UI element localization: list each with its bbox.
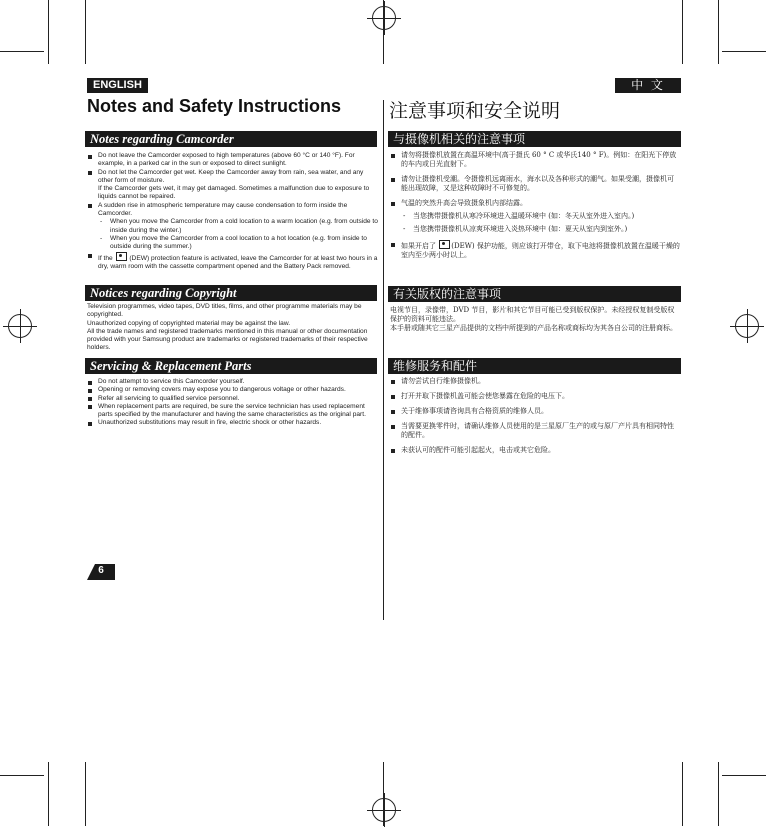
dew-icon [439,240,450,249]
sub-list-item: - 当您携带摄像机从凉爽环境进入炎热环境中 (如：夏天从室内到室外。) [401,225,680,234]
list-item: If the (DEW) protection feature is activated, leave the Camcorder for at least two hours in a dry, warm room with the cassette compartment opened and the Battery Pack removed. [87,252,379,272]
list-item: 未获认可的配件可能引起起火，电击或其它危险。 [390,446,680,455]
page-number: 6 [98,565,104,576]
section-heading-copyright-cn: 有关版权的注意事项 [388,286,681,302]
list-item: 气温的突然升高会导致摄象机内部结露。 - 当您携带摄像机从寒冷环境进入温暖环境中 (如：冬天从室外进入室内。) - 当您携带摄像机从凉爽环境进入炎热环境中 (如：夏天从室内到室外。) [390,199,680,234]
list-item: Do not let the Camcorder get wet. Keep the Camcorder away from rain, sea water, and any other form of moisture. If the Camcorder gets wet, it may get damaged. Sometimes a malfunction due to exposure to liquids cannot be repaired. [87,169,379,202]
section-heading-camcorder: Notes regarding Camcorder [85,131,377,147]
crop-mark [0,775,44,776]
crop-mark [85,0,86,64]
list-item: Do not leave the Camcorder exposed to high temperatures (above 60 °C or 140 °F). For example, in a parked car in the sun or exposed to direct sunlight. [87,152,379,169]
crop-mark [682,762,683,826]
page-number-tab [87,564,115,580]
section-body-copyright [87,303,379,353]
crop-mark [682,0,683,64]
list-item: A sudden rise in atmospheric temperature may cause condensation to form inside the Camcorder. - When you move the Camcorder from a cold location to a warm location (e.g. from outside to inside during the winter.) - When you move the Camcorder from a cool location to a hot location (e.g. from inside to outside during the summer.) [87,202,379,252]
section-heading-camcorder-cn: 与摄像机相关的注意事项 [388,131,681,147]
list-item: 当需要更换零件时，请确认维修人员使用的是三星原厂生产的或与原厂产片具有相同特性的配件。 [390,422,680,440]
section-heading-servicing-cn: 维修服务和配件 [388,358,681,374]
list-item: 请勿将摄像机放置在高温环境中(高于摄氏 60 ° C 或华氏140 ° F)。例如：在阳光下停放的车内或日光直射下。 [390,151,680,169]
list-item: 请勿让摄像机受潮。令摄像机远离雨水，海水以及各种形式的潮气。如果受潮，摄像机可能出现故障，又是这种故障时不可修复的。 [390,175,680,193]
crop-mark [722,51,766,52]
page-title-chinese: 注意事项和安全说明 [389,100,561,122]
registration-mark-right [735,314,759,338]
page-title-english: Notes and Safety Instructions [87,96,342,116]
column-divider [383,100,384,620]
list-item: 关于维修事项请咨询具有合格资质的维修人员。 [390,407,680,416]
crop-mark [718,762,719,826]
paragraph: All the trade names and registered trademarks mentioned in this manual or other documentation provided with your Samsung product are trademarks or registered trademarks of their respective holders. [87,327,368,352]
section-body-copyright-cn [390,306,680,333]
paragraph: 本手册或随其它三星产品提供的文档中所提到的产品名称或商标均为其各自公司的注册商标。 [390,324,677,332]
list-item: When replacement parts are required, be sure the service technician has used replacement parts specified by the manufacturer and having the same characteristics as the original part. [87,403,379,420]
registration-mark-left [8,314,32,338]
sub-list-item: - 当您携带摄像机从寒冷环境进入温暖环境中 (如：冬天从室外进入室内。) [401,212,680,221]
language-badge-english: ENGLISH [87,78,148,93]
crop-mark [722,775,766,776]
paragraph: Television programmes, video tapes, DVD titles, films, and other programme materials may be copyrighted. [87,303,362,319]
section-body-camcorder-cn [390,151,680,266]
paragraph: Unauthorized copying of copyrighted material may be against the law. [87,319,291,327]
list-item: 请勿尝试自行维修摄像机。 [390,377,680,386]
section-heading-copyright: Notices regarding Copyright [85,285,377,301]
crop-mark [0,51,44,52]
language-badge-chinese: 中 文 [615,78,681,93]
section-heading-servicing: Servicing & Replacement Parts [85,358,377,374]
crop-mark [383,762,384,826]
crop-mark [85,762,86,826]
section-body-servicing-cn [390,377,680,461]
registration-mark-bottom [372,798,396,822]
sub-list-item: - When you move the Camcorder from a cold location to a warm location (e.g. from outside to inside during the winter.) [98,218,379,235]
list-item: Unauthorized substitutions may result in fire, electric shock or other hazards. [87,419,379,427]
list-item: 如果开启了 (DEW) 保护功能，则应该打开带仓，取下电池将摄像机放置在温暖干燥的室内至少两小时以上。 [390,240,680,260]
list-item: Refer all servicing to qualified service personnel. [87,395,379,403]
paragraph: 电视节目，录像带，DVD 节目，影片和其它节目可能已受到版权保护。未经授权复制受版权保护的资料可能违法。 [390,306,675,323]
list-item: Do not attempt to service this Camcorder yourself. [87,378,379,386]
crop-mark [718,0,719,64]
dew-icon [116,252,127,261]
registration-mark-top [372,6,396,30]
section-body-camcorder [87,152,379,271]
list-item: Opening or removing covers may expose you to dangerous voltage or other hazards. [87,386,379,394]
crop-mark [48,0,49,64]
crop-mark [383,0,384,64]
list-item: 打开并取下摄像机盖可能会使您暴露在危险的电压下。 [390,392,680,401]
crop-mark [48,762,49,826]
sub-list-item: - When you move the Camcorder from a cool location to a hot location (e.g. from inside to outside during the summer.) [98,235,379,252]
section-body-servicing [87,378,379,428]
